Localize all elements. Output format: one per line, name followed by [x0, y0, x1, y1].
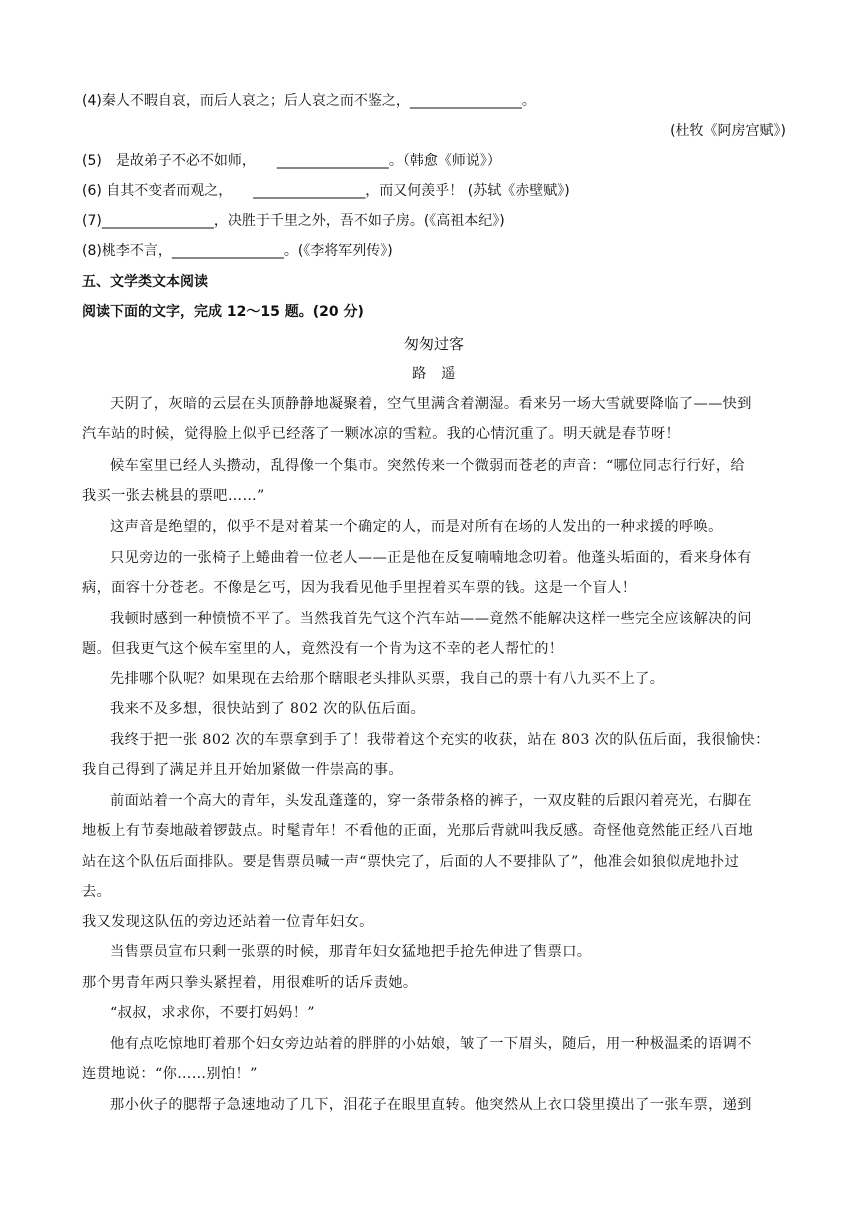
story-line: 那小伙子的腮帮子急速地动了几下，泪花子在眼里直转。他突然从上衣口袋里摸出了一张车票，递到	[110, 1097, 752, 1113]
story-line: 地板上有节奏地敲着锣鼓点。时髦青年！不看他的正面，光那后背就叫我反感。奇怪他竟然能正经八百地	[82, 823, 754, 839]
story-line: 我来不及多想，很快站到了 802 次的队伍后面。	[110, 701, 426, 717]
story-line: 去。	[82, 884, 112, 900]
question-7: (7)________________，决胜于千里之外，吾不如子房。(《高祖本纪》)	[82, 213, 505, 229]
question-5: (5) 是故弟子不必不如师， ________________。（韩愈《师说》）	[82, 153, 501, 169]
story-line: 只见旁边的一张椅子上蜷曲着一位老人——正是他在反复喃喃地念叨着。他蓬头垢面的，看来身体有	[110, 550, 752, 566]
question-4-source: (杜牧《阿房宫赋》)	[670, 123, 786, 139]
story-line: 先排哪个队呢？如果现在去给那个瞎眼老头排队买票，我自己的票十有八九买不上了。	[110, 671, 665, 687]
section-heading: 五、文学类文本阅读	[82, 274, 208, 290]
story-line: 天阴了，灰暗的云层在头顶静静地凝聚着，空气里满含着潮湿。看来另一场大雪就要降临了——快到	[110, 396, 752, 412]
story-line: 当售票员宣布只剩一张票的时候，那青年妇女猛地把手抢先伸进了售票口。	[110, 944, 592, 960]
story-line: 我自己得到了满足并且开始加紧做一件崇高的事。	[82, 762, 403, 778]
question-4: (4)秦人不暇自哀，而后人哀之；后人哀之而不鉴之，________________。	[82, 93, 536, 109]
story-line: “叔叔，求求你，不要打妈妈！”	[110, 1005, 315, 1021]
story-line: 我终于把一张 802 次的车票拿到手了！我带着这个充实的收获，站在 803 次的队伍后面，我很愉快：	[110, 732, 770, 748]
story-line: 那个男青年两只拳头紧捏着，用很难听的话斥责她。	[82, 975, 418, 991]
story-line: 连贯地说：“你……别怕！”	[82, 1066, 258, 1082]
story-line: 这声音是绝望的，似乎不是对着某一个确定的人，而是对所有在场的人发出的一种求援的呼唤。	[110, 519, 723, 535]
section-instruction: 阅读下面的文字，完成 12～15 题。(20 分)	[82, 304, 364, 320]
story-line: 他有点吃惊地盯着那个妇女旁边站着的胖胖的小姑娘，皱了一下眉头，随后，用一种极温柔的语调不	[110, 1036, 752, 1052]
story-author: 路 遥	[412, 366, 456, 382]
question-8: (8)桃李不言，________________。(《李将军列传》)	[82, 243, 393, 259]
story-line: 候车室里已经人头攒动，乱得像一个集市。突然传来一个微弱而苍老的声音：“哪位同志行行好，给	[110, 458, 745, 474]
story-line: 我顿时感到一种愤愤不平了。当然我首先气这个汽车站——竟然不能解决这样一些完全应该解决的问	[110, 611, 752, 627]
story-line: 我买一张去桃县的票吧……”	[82, 488, 265, 504]
story-title: 匆匆过客	[403, 335, 464, 353]
question-6: (6) 自其不变者而观之， ________________，而又何羡乎！ (苏轼《赤壁赋》)	[82, 183, 570, 199]
story-line: 站在这个队伍后面排队。要是售票员喊一声“票快完了，后面的人不要排队了”，他准会如狼似虎地扑过	[82, 854, 740, 870]
story-line: 前面站着一个高大的青年，头发乱蓬蓬的，穿一条带条格的裤子，一双皮鞋的后跟闪着亮光，右脚在	[110, 793, 752, 809]
story-line: 我又发现这队伍的旁边还站着一位青年妇女。	[82, 914, 374, 930]
story-line: 题。但我更气这个候车室里的人，竟然没有一个肯为这不幸的老人帮忙的！	[82, 641, 564, 657]
story-line: 病，面容十分苍老。不像是乞丐，因为我看见他手里捏着买车票的钱。这是一个盲人！	[82, 580, 637, 596]
story-line: 汽车站的时候，觉得脸上似乎已经落了一颗冰凉的雪粒。我的心情沉重了。明天就是春节呀！	[82, 426, 681, 442]
